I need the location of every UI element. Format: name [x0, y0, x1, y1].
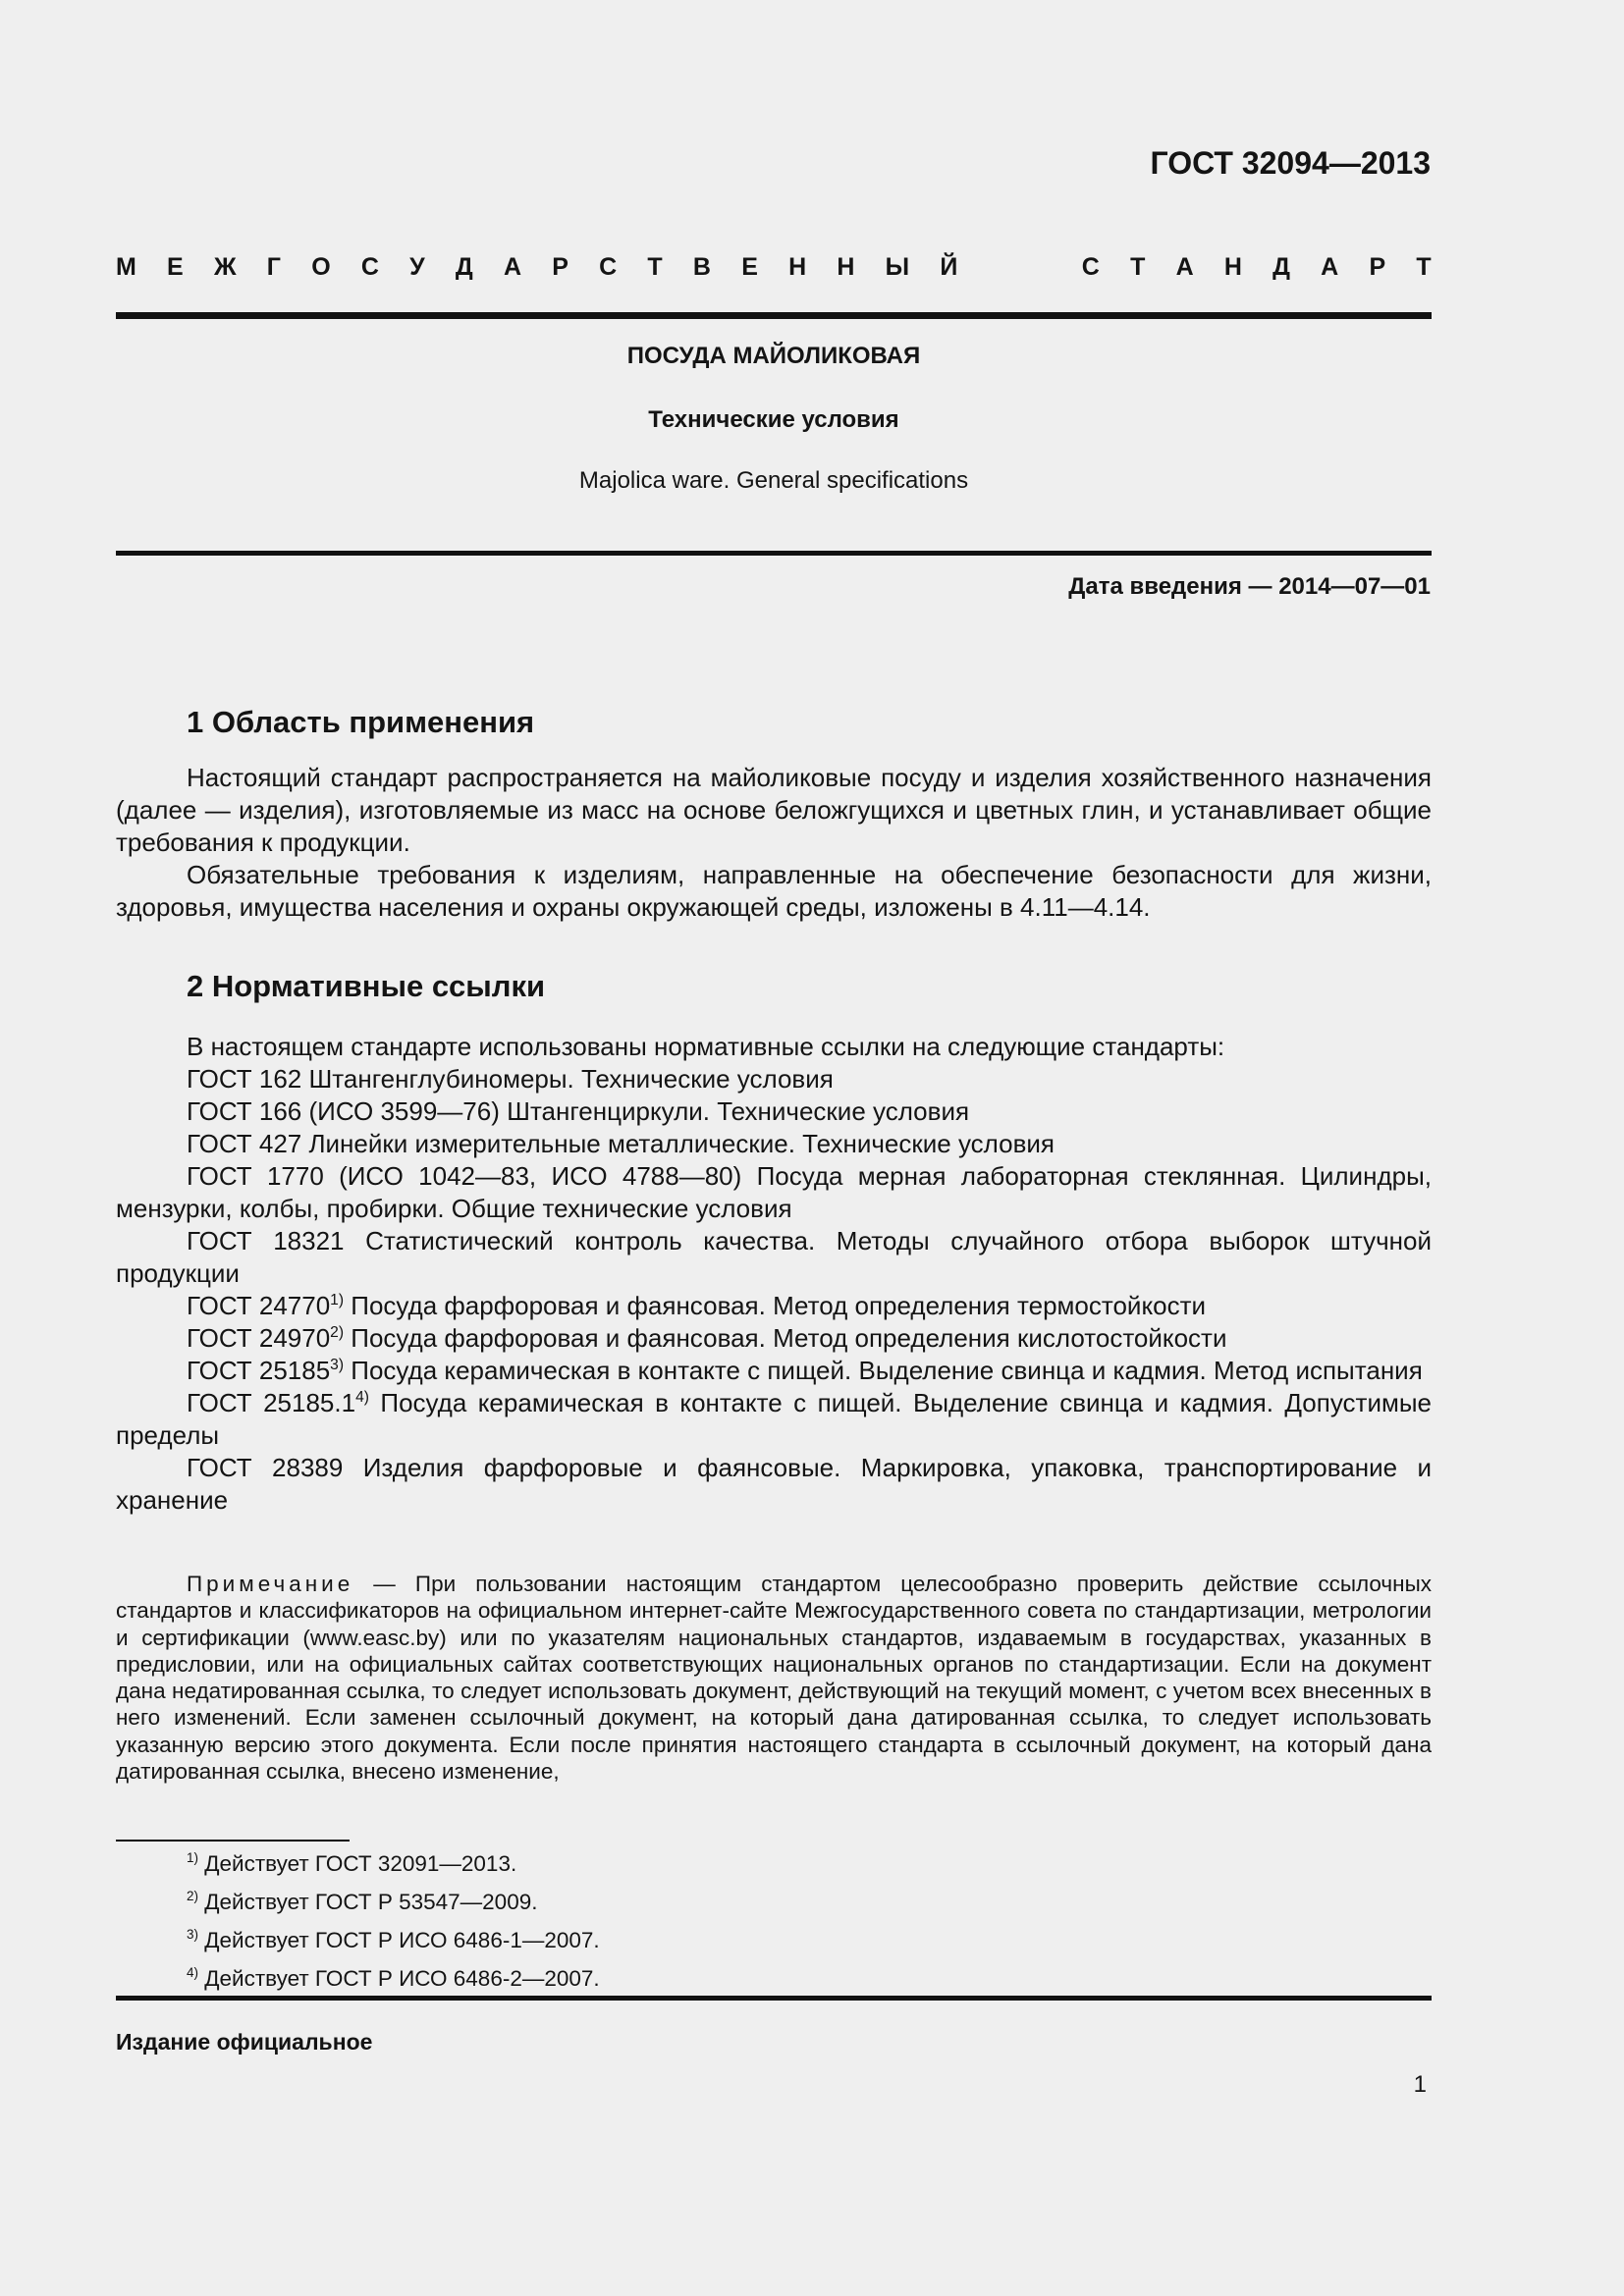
reference-item	[116, 1128, 1432, 1160]
document-english-title: Majolica ware. General specifications	[578, 467, 969, 494]
footnote-mark: 3)	[187, 1927, 199, 1943]
document-title: ПОСУДА МАЙОЛИКОВАЯ	[626, 343, 921, 369]
note-text: При пользовании настоящим стандартом целесообразно проверить действие ссылочных стандартов и классификаторов на официальном интернет-сайте Межгосударственного совета по стандартизации, метрологии и сертификации (www.easc.by) или по указателям национальных стандартов, издаваемым в государствах, указанных в предисловии, или на официальных сайтах соответствующих национальных органов по стандартизации. Если на документ дана недатированная ссылка, то следует использовать документ, действующий на текущий момент, с учетом всех внесенных в него изменений. Если заменен ссылочный документ, на который дана датированная ссылка, то следует использовать указанную версию этого документа. Если после принятия настоящего стандарта в ссылочный документ, на который дана датированная ссылка, внесено изменение,	[116, 1572, 1432, 1785]
reference-item	[116, 1452, 1432, 1517]
reference-code: ГОСТ 25185.1	[187, 1388, 356, 1417]
note-dash: —	[353, 1572, 415, 1596]
title-divider	[116, 551, 1432, 556]
banner-letter: С	[360, 252, 379, 281]
reference-title: (ИСО 1042—83, ИСО 4788—80) Посуда мерная лабораторная стеклянная. Цилиндры, мензурки, колбы, пробирки. Общие технические условия	[116, 1161, 1432, 1223]
paragraph: Настоящий стандарт распространяется на майоликовые посуду и изделия хозяйственного назначения (далее — изделия), изготовляемые из масс на основе беложгущихся и цветных глин, и устанавливает общие требования к продукции.	[116, 763, 1432, 857]
banner-letter: О	[311, 252, 331, 281]
banner-letter: Т	[1416, 252, 1432, 281]
document-subtitle: Технические условия	[648, 406, 899, 433]
banner-letter: Н	[788, 252, 807, 281]
banner-letter: В	[692, 252, 711, 281]
section-1-body	[116, 762, 1432, 924]
reference-item	[116, 1160, 1432, 1225]
reference-code: ГОСТ 28389	[187, 1453, 344, 1482]
reference-item	[116, 1355, 1432, 1387]
footnote	[187, 1883, 600, 1921]
gost-number: ГОСТ 32094—2013	[1150, 145, 1431, 181]
banner-letter: Р	[552, 252, 568, 281]
reference-item	[116, 1225, 1432, 1290]
banner-letter: Н	[837, 252, 855, 281]
footnote-ref: 3)	[330, 1356, 345, 1373]
reference-code: ГОСТ 166	[187, 1096, 302, 1126]
reference-code: ГОСТ 24970	[187, 1323, 331, 1353]
banner-letter: Н	[1223, 252, 1242, 281]
banner-letter: Д	[1272, 252, 1290, 281]
edition-label: Издание официальное	[116, 2029, 373, 2055]
reference-item	[116, 1387, 1432, 1452]
reference-title: Штангенглубиномеры. Технические условия	[301, 1064, 834, 1094]
banner-letter: Р	[1369, 252, 1386, 281]
banner-letter: А	[1321, 252, 1339, 281]
footnote-text: Действует ГОСТ Р 53547—2009.	[198, 1890, 538, 1914]
banner-letter: С	[599, 252, 618, 281]
reference-code: ГОСТ 427	[187, 1129, 302, 1158]
banner-letter: Й	[940, 252, 958, 281]
banner-letter: С	[1081, 252, 1100, 281]
reference-item	[116, 1095, 1432, 1128]
reference-title: Посуда керамическая в контакте с пищей. Выделение свинца и кадмия. Метод испытания	[344, 1356, 1423, 1385]
reference-title: Линейки измерительные металлические. Технические условия	[301, 1129, 1055, 1158]
banner-letter: Д	[455, 252, 473, 281]
note-label: Примечание	[187, 1572, 354, 1596]
bottom-divider	[116, 1996, 1432, 2001]
banner-letter: Ы	[885, 252, 910, 281]
footnote-mark: 4)	[187, 1965, 199, 1981]
reference-item	[116, 1063, 1432, 1095]
paragraph: В настоящем стандарте использованы нормативные ссылки на следующие стандарты:	[187, 1032, 1225, 1061]
reference-title: (ИСО 3599—76) Штангенциркули. Технические условия	[301, 1096, 970, 1126]
section-2-heading: 2 Нормативные ссылки	[187, 969, 546, 1003]
reference-item	[116, 1322, 1432, 1355]
footnote-mark: 2)	[187, 1889, 199, 1904]
reference-title: Статистический контроль качества. Методы случайного отбора выборок штучной продукции	[116, 1226, 1432, 1288]
footnote-mark: 1)	[187, 1850, 199, 1866]
standard-banner	[116, 247, 1432, 287]
reference-code: ГОСТ 162	[187, 1064, 302, 1094]
footnote-text: Действует ГОСТ 32091—2013.	[198, 1851, 517, 1876]
banner-letter: Г	[266, 252, 281, 281]
footnote-text: Действует ГОСТ Р ИСО 6486-1—2007.	[198, 1928, 600, 1952]
footnote	[187, 1844, 600, 1883]
footnote-ref: 4)	[355, 1388, 369, 1406]
paragraph: Обязательные требования к изделиям, направленные на обеспечение безопасности для жизни, здоровья, имущества населения и охраны окружающей среды, изложены в 4.11—4.14.	[116, 860, 1432, 922]
reference-code: ГОСТ 24770	[187, 1291, 331, 1320]
banner-letter: Т	[1130, 252, 1146, 281]
section-2-body	[116, 1031, 1432, 1517]
reference-title: Посуда фарфоровая и фаянсовая. Метод определения кислотостойкости	[344, 1323, 1227, 1353]
banner-letter: Е	[741, 252, 758, 281]
banner-letter: Т	[647, 252, 663, 281]
reference-item	[116, 1290, 1432, 1322]
reference-title: Посуда фарфоровая и фаянсовая. Метод определения термостойкости	[344, 1291, 1207, 1320]
footnotes	[187, 1844, 600, 1998]
banner-letter: Ж	[213, 252, 237, 281]
banner-letter: А	[503, 252, 522, 281]
footnote-text: Действует ГОСТ Р ИСО 6486-2—2007.	[198, 1966, 600, 1991]
footnote	[187, 1921, 600, 1959]
page-number: 1	[1413, 2071, 1427, 2098]
banner-letter: Е	[167, 252, 184, 281]
banner-letter: М	[116, 252, 136, 281]
footnote-separator	[116, 1840, 350, 1842]
reference-code: ГОСТ 18321	[187, 1226, 345, 1255]
footnote	[187, 1959, 600, 1998]
top-divider	[116, 312, 1432, 319]
reference-title: Посуда керамическая в контакте с пищей. Выделение свинца и кадмия. Допустимые пределы	[116, 1388, 1432, 1450]
introduction-date: Дата введения — 2014—07—01	[1068, 573, 1431, 600]
footnote-ref: 2)	[330, 1323, 345, 1341]
section-1-heading: 1 Область применения	[187, 705, 535, 739]
reference-code: ГОСТ 1770	[187, 1161, 324, 1191]
reference-code: ГОСТ 25185	[187, 1356, 331, 1385]
footnote-ref: 1)	[330, 1291, 345, 1308]
banner-letter: У	[409, 252, 425, 281]
banner-letter: А	[1175, 252, 1194, 281]
note	[116, 1571, 1432, 1785]
reference-title: Изделия фарфоровые и фаянсовые. Маркировка, упаковка, транспортирование и хранение	[116, 1453, 1432, 1515]
